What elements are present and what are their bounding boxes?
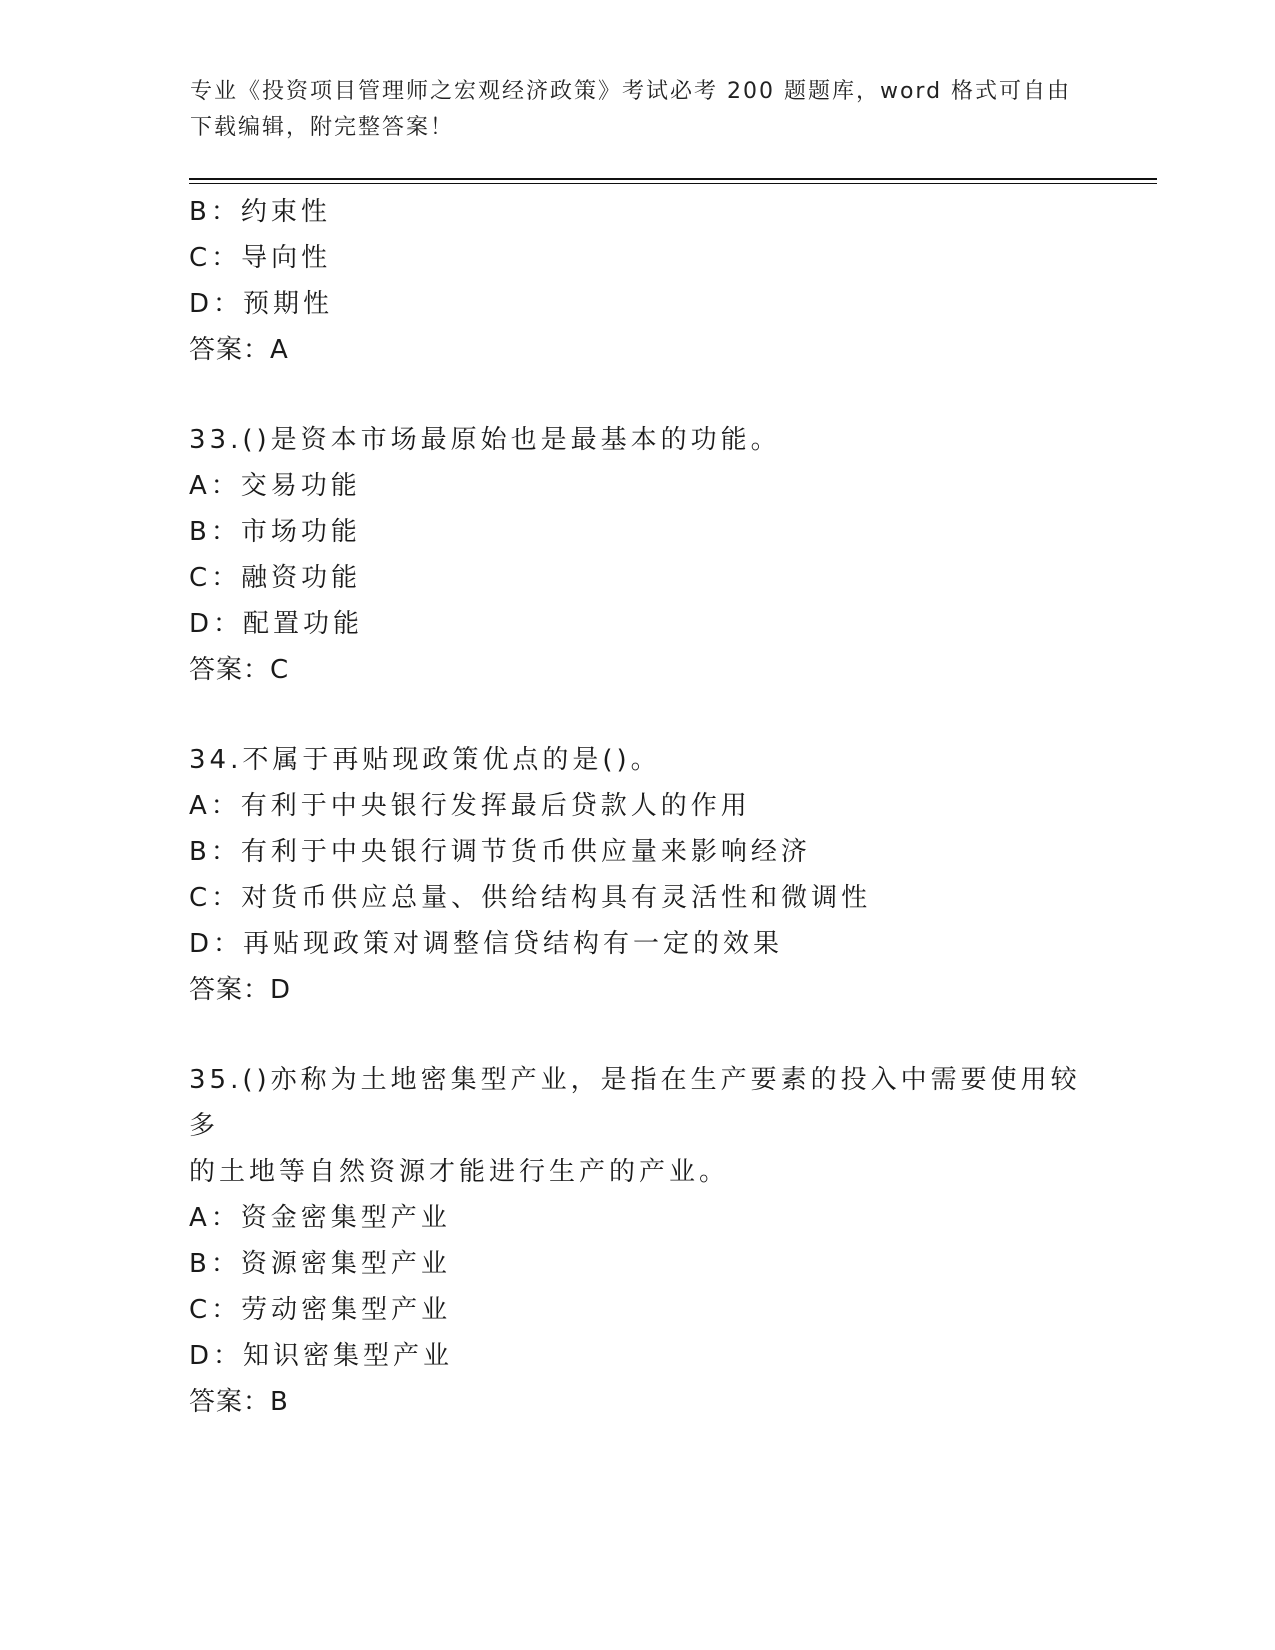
question-stem-line-1: 35.()亦称为土地密集型产业，是指在生产要素的投入中需要使用较多: [189, 1065, 1081, 1141]
option-c: C：导向性: [189, 243, 332, 273]
header-line-1: 专业《投资项目管理师之宏观经济政策》考试必考 200 题题库，word 格式可自由: [190, 79, 1072, 104]
option-a: A：有利于中央银行发挥最后贷款人的作用: [189, 791, 751, 821]
option-d: D：知识密集型产业: [189, 1341, 454, 1371]
question-35: [189, 1057, 1089, 1425]
option-c: C：劳动密集型产业: [189, 1295, 452, 1325]
option-d: D：预期性: [189, 289, 334, 319]
option-d: D：配置功能: [189, 609, 364, 639]
document-header: [190, 74, 1090, 146]
question-stem: 33.()是资本市场最原始也是最基本的功能。: [189, 425, 781, 455]
option-d: D：再贴现政策对调整信贷结构有一定的效果: [189, 929, 784, 959]
question-stem: 34.不属于再贴现政策优点的是()。: [189, 745, 661, 775]
answer-line: 答案：B: [189, 1387, 289, 1417]
answer-line: 答案：D: [189, 975, 292, 1005]
option-b: B：有利于中央银行调节货币供应量来影响经济: [189, 837, 811, 867]
question-list: [189, 189, 1089, 1425]
option-a: A：交易功能: [189, 471, 361, 501]
answer-line: 答案：A: [189, 335, 289, 365]
question-32-continued: [189, 189, 1089, 373]
option-b: B：资源密集型产业: [189, 1249, 451, 1279]
option-c: C：融资功能: [189, 563, 362, 593]
header-divider-thick: [189, 178, 1157, 180]
question-34: [189, 737, 1089, 1013]
header-divider-thin: [189, 183, 1157, 184]
option-b: B：市场功能: [189, 517, 361, 547]
question-stem-line-2: 的土地等自然资源才能进行生产的产业。: [189, 1157, 730, 1187]
header-line-2: 下载编辑，附完整答案！: [190, 115, 455, 140]
option-c: C：对货币供应总量、供给结构具有灵活性和微调性: [189, 883, 872, 913]
answer-line: 答案：C: [189, 655, 290, 685]
option-b: B：约束性: [189, 197, 331, 227]
option-a: A：资金密集型产业: [189, 1203, 451, 1233]
question-33: [189, 417, 1089, 693]
